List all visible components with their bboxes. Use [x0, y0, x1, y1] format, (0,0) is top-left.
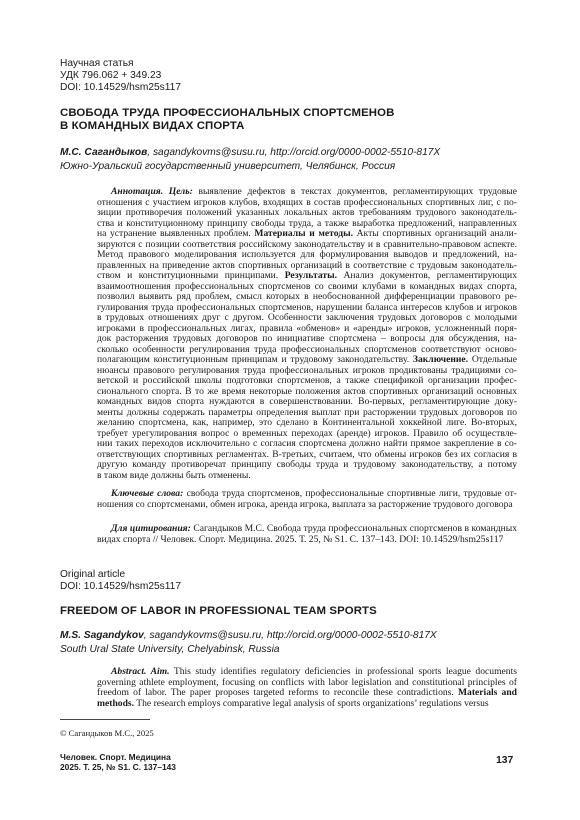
- title-en: FREEDOM OF LABOR IN PROFESSIONAL TEAM SPORTS: [60, 605, 377, 617]
- abstract-line: правленных на приведение актов спортивных организаций в соответствие с трудовым законодатель-: [97, 260, 517, 271]
- article-type-ru: Научная статья: [60, 58, 134, 69]
- abstract-line: на устранение выявленных проблем. Материалы и методы. Акты спортивных организаций анали-: [97, 229, 517, 239]
- affiliation-en: South Ural State University, Chelyabinsk, Russia: [60, 644, 280, 655]
- journal-issue: 2025. Т. 25, № S1. С. 137–143: [60, 762, 176, 772]
- abstract-line: Метод правового моделирования используется для формулирования выводов и предложений, на-: [97, 250, 517, 260]
- author-name-en: M.S. Sagandykov: [60, 630, 144, 641]
- abstract-line: нии таких переходов исключительно с согласия спортсмена должно найти прямое закрепление в со-: [97, 439, 517, 449]
- author-contacts-ru: , sagandykovms@susu.ru, http://orcid.org/0000-0002-5510-817X: [147, 147, 441, 158]
- footnote-rule: [60, 719, 150, 720]
- author-contacts-en: , sagandykovms@susu.ru, http://orcid.org/0000-0002-5510-817X: [143, 630, 437, 641]
- abstract-line: в таком виде должны быть отменены.: [97, 470, 251, 481]
- abstract-line: другую команду противоречат принципу свободы труда и трудовому законодательству, а потому: [97, 460, 517, 470]
- author-en: [60, 630, 437, 642]
- abstract-line: зиции противоречия положений указанных локальных актов требованиям трудового законодатель-: [97, 208, 517, 218]
- abstract-line: игроками в профессиональных лигах, правила «обменов» и «аренды» игроков, усложненный поря-: [97, 323, 517, 334]
- keywords-label: Ключевые слова:: [111, 489, 184, 499]
- abstract-line: governing athlete employment, focusing on conflicts with labor legislation and constitutional principles of: [97, 677, 517, 688]
- citation-ru: [97, 524, 517, 545]
- abstract-line: ства и конституционному принципу свободы труда, а также выработка предложений, направленных: [97, 218, 517, 229]
- page-number: 137: [496, 755, 514, 766]
- udc-code: УДК 796.062 + 349.23: [60, 70, 162, 81]
- abstract-line: гулирования труда профессиональных спортсменов, нарушении баланса интересов клубов и игроков: [97, 302, 517, 313]
- keywords-line: Ключевые слова: свобода труда спортсменов, профессиональные спортивные лиги, трудовые от-: [111, 489, 517, 499]
- doi-ru: DOI: 10.14529/hsm25s117: [60, 82, 182, 93]
- journal-name: Человек. Спорт. Медицина: [60, 752, 171, 762]
- abstract-line: Аннотация. Цель: выявление дефектов в текстах документов, регламентирующих трудовые: [111, 187, 517, 197]
- author-name-ru: М.С. Сагандыков: [60, 147, 148, 158]
- abstract-line: менты должны содержать параметры определения выплат при расторжении трудовых договоров по: [97, 407, 517, 418]
- doi-en: DOI: 10.14529/hsm25s117: [60, 581, 182, 592]
- abstract-line: ством и конституционными принципами. Результаты. Анализ документов, регламентирующих: [97, 271, 517, 281]
- abstract-line: док расторжения трудовых договоров по инициативе спортсмена – вопросы для обсуждения, на-: [97, 334, 517, 344]
- copyright-note: © Сагандыков М.С., 2025: [60, 728, 154, 738]
- abstract-line: командных видов спорта нуждаются в совершенствовании. Во-первых, регламентирующие доку-: [97, 397, 517, 407]
- abstract-en: [97, 667, 517, 709]
- abstract-line: позволил выявить ряд проблем, смысл которых в необоснованной дифференциации правового ре-: [97, 292, 517, 302]
- abstract-line: в трудовых отношениях друг с другом. Особенности заключения трудовых договоров с молодыми: [97, 313, 517, 323]
- title-ru-line: СВОБОДА ТРУДА ПРОФЕССИОНАЛЬНЫХ СПОРТСМЕНОВ: [60, 107, 395, 119]
- title-ru-line: В КОМАНДНЫХ ВИДАХ СПОРТА: [60, 120, 245, 132]
- abstract-line: зируются с позиции соответствия российскому законодательству и в сравнительно-правовом аспекте.: [97, 239, 517, 250]
- affiliation-ru: Южно-Уральский государственный университет, Челябинск, Россия: [60, 161, 396, 172]
- abstract-line: сионального спорта. В то же время некоторые положения актов спортивных организаций основных: [97, 386, 517, 397]
- title-ru: [60, 107, 394, 133]
- abstract-line: отношения с участием игроков клубов, входящих в состав профессиональных спортивных лиг, с по-: [97, 197, 517, 208]
- abstract-line: взаимоотношения профессиональных спортсменов со своими клубами в командных видах спорта,: [97, 281, 517, 292]
- abstract-line: сколько особенности регулирования труда профессиональных спортсменов соответствуют осново-: [97, 344, 517, 355]
- abstract-line: freedom of labor. The paper proposes targeted reforms to reconcile these contradictions. Materials and: [97, 688, 517, 698]
- keywords-line: ношения со спортсменами, обмен игрока, аренда игрока, выплата за расторжение трудового договора: [97, 499, 513, 510]
- abstract-line: Abstract. Aim. This study identifies regulatory deficiencies in professional sports league documents: [111, 667, 517, 677]
- author-ru: [60, 147, 440, 159]
- abstract-line: нюансы правового регулирования труда профессиональных игроков продиктованы традициями со-: [97, 365, 517, 376]
- keywords-ru: [97, 489, 517, 510]
- citation-line: видах спорта // Человек. Спорт. Медицина. 2025. Т. 25, № S1. С. 137–143. DOI: 10.14529/hsm25s117: [97, 534, 504, 545]
- abstract-line: полагающим конституционным принципам и трудовому законодательству. Заключение. Отдельные: [97, 355, 517, 365]
- abstract-line: ответствующих спортивных регламентах. В-третьих, считаем, что обмены игроков без их согласия в: [97, 449, 517, 460]
- article-type-en: Original article: [60, 569, 126, 580]
- abstract-line: требует урегулирования вопрос о временных переходах (аренде) игроков. Правило об осуществле-: [97, 428, 517, 439]
- citation-label: Для цитирования:: [111, 524, 191, 534]
- abstract-line: ветской и российской школы подготовки спортсменов, а также спецификой организации профес-: [97, 376, 517, 386]
- citation-line: Для цитирования: Сагандыков М.С. Свобода труда профессиональных спортсменов в командных: [111, 524, 517, 534]
- abstract-ru: [97, 187, 517, 481]
- abstract-line: methods. The research employs comparative legal analysis of sports organizations’ regulations versus: [97, 698, 489, 709]
- abstract-line: желанию спортсмена, как, например, это сделано в Континентальной хоккейной лиге. Во-вторых,: [97, 418, 517, 428]
